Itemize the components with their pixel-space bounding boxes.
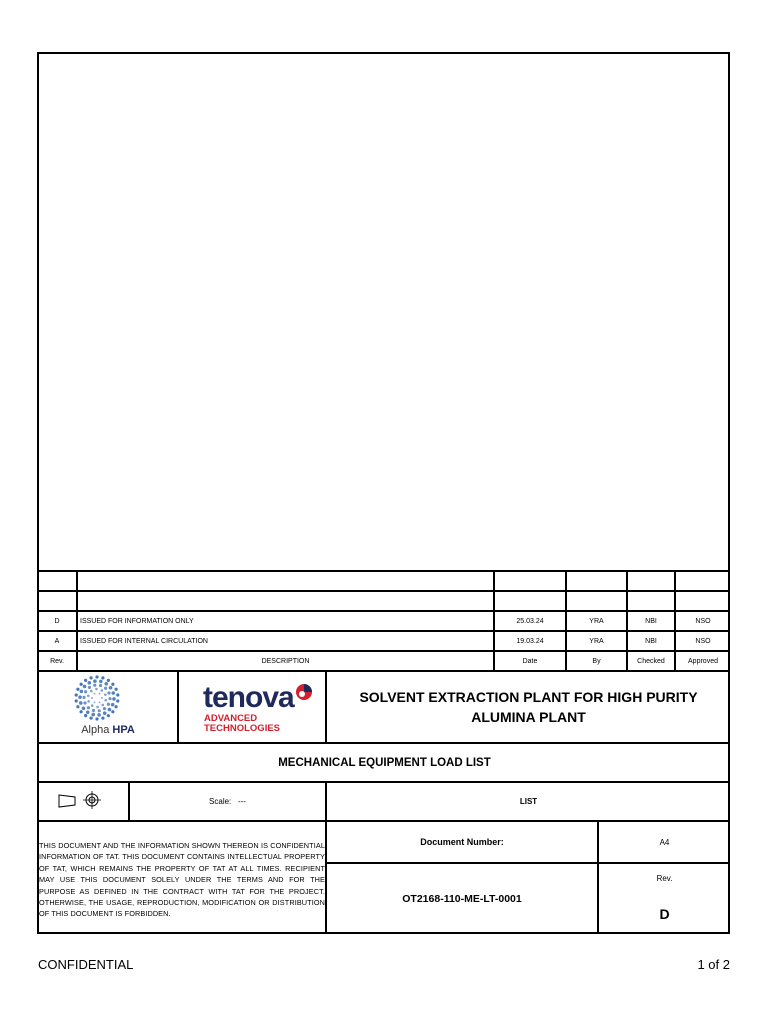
tenova-logo (179, 672, 325, 742)
rev-by: YRA (589, 637, 604, 645)
footer-page-count: 1 of 2 (697, 957, 730, 972)
header-description: DESCRIPTION (261, 657, 310, 665)
document-number-label: Document Number: (420, 837, 504, 847)
rev-approved: NSO (695, 637, 711, 645)
rev-checked: NBI (645, 617, 657, 625)
rev-by: YRA (589, 617, 604, 625)
header-date: Date (522, 657, 538, 665)
rev-code: D (54, 617, 60, 625)
header-checked: Checked (637, 657, 665, 665)
alpha-hpa-dots-icon (39, 674, 177, 724)
rev-date: 19.03.24 (516, 637, 544, 645)
header-by: By (592, 657, 601, 665)
scale-label: Scale: (209, 797, 232, 806)
tenova-globe-icon (295, 683, 313, 701)
alpha-prefix: Alpha (81, 724, 110, 736)
tenova-wordmark: tenova (203, 681, 294, 714)
scale-value: --- (237, 797, 246, 806)
tenova-line1: ADVANCED (204, 713, 258, 724)
legal-notice: THIS DOCUMENT AND THE INFORMATION SHOWN THEREON IS CONFIDENTIAL INFORMATION OF TAT. THIS DOCUMENT CONTAINS INTELLECTUAL PROPERTY OF TAT, WHICH REMAINS THE PROPERTY OF TAT AT ALL TIMES. RECIPIENT MAY USE THIS DOCUMENT SOLELY UNDER THE TERMS AND FOR THE PURPOSE AS DEFINED IN THE CONTRACT WITH TAT FOR THE PROJECT. OTHERWISE, THE USAGE, REPRODUCTION, MODIFICATION OR DISTRIBUTION OF THIS DOCUMENT IS FORBIDDEN. (39, 841, 325, 919)
header-approved: Approved (688, 657, 718, 665)
sheet-size: A4 (659, 837, 670, 847)
alpha-hpa-logo (39, 672, 177, 742)
doc-type: LIST (519, 797, 538, 806)
document-number: OT2168-110-ME-LT-0001 (402, 893, 522, 905)
rev-code: A (54, 637, 60, 645)
rev-value: D (659, 906, 670, 922)
project-title-line2: ALUMINA PLANT (471, 709, 586, 725)
footer-confidential: CONFIDENTIAL (38, 957, 134, 972)
rev-approved: NSO (695, 617, 711, 625)
scale-cell (130, 783, 325, 820)
rev-checked: NBI (645, 637, 657, 645)
rev-description: ISSUED FOR INTERNAL CIRCULATION (80, 637, 208, 645)
rev-date: 25.03.24 (516, 617, 544, 625)
project-title (327, 672, 730, 742)
rev-description: ISSUED FOR INFORMATION ONLY (80, 617, 194, 625)
rev-label: Rev. (656, 873, 673, 883)
alpha-name: HPA (112, 724, 135, 736)
tenova-line2: TECHNOLOGIES (204, 723, 281, 734)
project-title-line1: SOLVENT EXTRACTION PLANT FOR HIGH PURITY (359, 689, 698, 705)
third-angle-projection-icon (39, 783, 128, 820)
projection-symbol (39, 783, 128, 820)
header-rev: Rev. (50, 657, 64, 665)
document-title: MECHANICAL EQUIPMENT LOAD LIST (278, 756, 491, 769)
